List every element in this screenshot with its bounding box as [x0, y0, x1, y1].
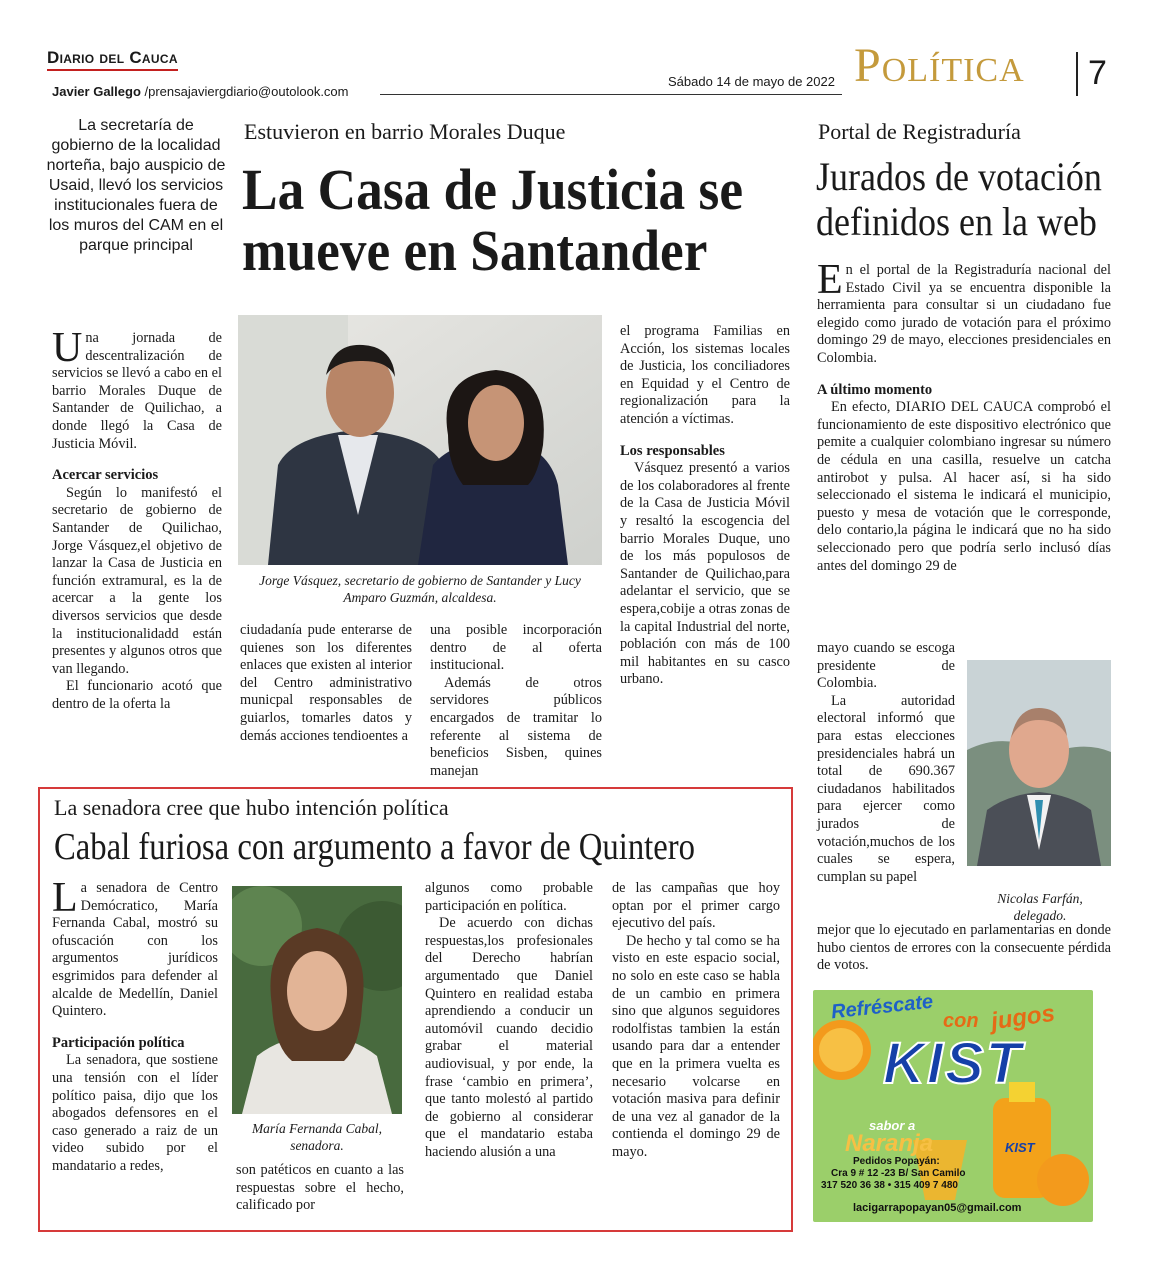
- box-c4p1: de las campañas que hoy optan por el primer cargo ejecutivo del país.: [612, 880, 780, 932]
- main-col-1: [52, 325, 222, 713]
- box-col-2: son patéticos en cuanto a las respuestas sobre el hecho, calificado por: [236, 1162, 404, 1214]
- main-col-4: [620, 323, 790, 689]
- box-c3p1: algunos como probable participación en política.: [425, 880, 593, 914]
- ad-line1: Refréscate: [830, 990, 935, 1024]
- main-col-3: [430, 622, 602, 780]
- box-c3p2: De acuerdo con dichas respuestas,los profesionales del Derecho habrían argumentado que Daniel Quintero en realidad estaba aprendiendo a conducir un automóvil cuando decidio grabar el material audiovisual, y por ende, la frase ‘cambio en primera’, que tanto molestó al partido de gobierno al considerar que el mandatario estaba haciendo alusión a una: [425, 915, 593, 1160]
- ad-line3: jugos: [989, 999, 1057, 1036]
- main-col3-p2: Además de otros servidores públicos encargados de tramitar lo referente al sistema de beneficios Sisben, quines manejan: [430, 674, 602, 779]
- main-dropcap: U: [52, 325, 83, 371]
- main-subhead: La secretaría de gobierno de la localidad norteña, bajo auspicio de Usaid, llevó los servicios institucionales fuera de los muros del CAM en el parque principal: [46, 117, 226, 254]
- page-number: 7: [1088, 54, 1107, 92]
- main-col4-heading: Los responsables: [620, 442, 725, 459]
- main-col4-p2: Vásquez presentó a varios de los colaboradores al frente de la Casa de Justicia Móvil y resaltó la escogencia del barrio Morales Duque, uno de los más populosos de Santander de Quilichao,para adelantar el servicio, que se espera,cobije a otras zonas de la capital Industrial del norte, población con más de 100 mil habitantes en su casco urbano.: [620, 460, 790, 688]
- issue-date: Sábado 14 de mayo de 2022: [668, 74, 835, 89]
- main-col4-p1: el programa Familias en Acción, los sistemas locales de Justicia, los conciliadores en Equidad y el Centro de regionalización para la atención a víctimas.: [620, 323, 790, 427]
- box-col-4: [612, 880, 780, 1162]
- ad-flavor1: sabor a: [869, 1118, 916, 1133]
- right-p2: En efecto, DIARIO DEL CAUCA comprobó el funcionamiento de este dispositivo electrónico que pemite a cualquier colombiano ingresar su número de cédula en una casilla, resuelve un catcha antirobot y pulsa. Al hacer así, si ha sido seleccionado el sistema le indicará el municipio, puesto y mesa de votación que le corresponde, delo contario,la página le indicará que no ha sido seleccionado pero que podría serlo inclusó días antes del domingo 29 de: [817, 399, 1111, 574]
- right-dropcap: E: [817, 257, 843, 303]
- main-col1-p1: na jornada de descentralización de servicios se llevó a cabo en el barrio Morales Duque de Santander de Quilichao, a donde llegó la Casa de Justicia Móvil.: [52, 330, 222, 452]
- main-col1-heading: Acercar servicios: [52, 467, 159, 484]
- author-name: Javier Gallego: [52, 84, 141, 99]
- main-col-2: ciudadanía pude enterarse de quienes son los diferentes enlaces que existen al interior del Centro administrativo municpal responsables de guiarlos, tomarles datos y demás acciones tendioentes a: [240, 622, 412, 744]
- box-headline: Cabal furiosa con argumento a favor de Quintero: [54, 826, 695, 868]
- main-photo-caption: Jorge Vásquez, secretario de gobierno de Santander y Lucy Amparo Guzmán, alcaldesa.: [259, 573, 581, 605]
- right-kicker: Portal de Registraduría: [818, 119, 1021, 144]
- ad-phones: 317 520 36 38 • 315 409 7 480: [821, 1180, 958, 1191]
- farfan-caption: Nicolas Farfán, delegado.: [997, 891, 1083, 923]
- box-p1: a senadora de Centro Demócratico, María Fernanda Cabal, mostró su ofuscación con los argumentos jurídicos esgrimidos para defender al alcalde de Medellín, Daniel Quintero.: [52, 880, 218, 1020]
- ad-address: Cra 9 # 12 -23 B/ San Camilo: [831, 1168, 966, 1179]
- cabal-caption: María Fernanda Cabal, senadora.: [251, 1121, 383, 1153]
- main-photo: [238, 315, 602, 565]
- main-headline: La Casa de Justicia se mueve en Santander: [242, 157, 744, 283]
- right-p2b: mayo cuando se escoga presidente de Colombia.: [817, 640, 955, 692]
- main-col3-p1: una posible incorporación dentro de al oferta institucional.: [430, 622, 602, 674]
- section-title: Política: [854, 39, 1025, 92]
- main-col1-p2: Según lo manifestó el secretario de gobierno de Santander de Quilichao, Jorge Vásquez,el objetivo de lanzar la Casa de Justicia en función extramural, es la de acercar a la gente los diversos servicios que desde la institucionalidadd están presentes y algunos otros que van llegando.: [52, 484, 222, 677]
- right-col: [817, 257, 1111, 575]
- ad-email: lacigarrapopayan05@gmail.com: [853, 1202, 1022, 1214]
- kist-advertisement: [813, 990, 1093, 1222]
- main-col1-p3: El funcionario acotó que dentro de la oferta la: [52, 678, 222, 712]
- right-headline: Jurados de votación definidos en la web: [816, 154, 1102, 244]
- section-divider: [1076, 52, 1078, 96]
- box-col-1: [52, 875, 218, 1176]
- header-rule: [380, 94, 842, 95]
- cabal-photo: [232, 886, 402, 1114]
- right-bottom: mejor que lo ejecutado en parlamentarias en donde hubo cientos de errores con la consecuente pérdida de votos.: [817, 922, 1111, 974]
- box-p2: La senadora, que sostiene una tensión con el líder político paisa, dijo que los abogados defensores en el caso generado a raiz de un video subido por el mandatario a redes,: [52, 1052, 218, 1174]
- farfan-photo: [967, 660, 1111, 866]
- author-email: /prensajaviergdiario@outolook.com: [144, 84, 349, 99]
- ad-bottle-label: KIST: [1005, 1140, 1035, 1155]
- right-narrow-col: [817, 640, 955, 886]
- main-kicker: Estuvieron en barrio Morales Duque: [244, 119, 566, 144]
- ad-flavor2: Naranja: [845, 1130, 934, 1157]
- box-heading: Participación política: [52, 1034, 185, 1051]
- box-c4p2: De hecho y tal como se ha visto en este espacio social, no solo en este caso se habla de un cambio en primera sino que algunos seguidores rodolfistas tambien la están usando para dar a entender que en la primera vuelta es necesario volcarse en votación masiva para definir de una vez al ganador de la contienda el domingo 29 de mayo.: [612, 932, 780, 1160]
- box-dropcap: L: [52, 875, 78, 921]
- box-col-3: [425, 880, 593, 1162]
- masthead-logo: Diario del Cauca: [47, 48, 178, 71]
- byline: [52, 84, 349, 99]
- box-kicker: La senadora cree que hubo intención política: [54, 795, 449, 820]
- ad-line2: con: [943, 1010, 979, 1032]
- ad-brand: KIST: [883, 1031, 1024, 1096]
- right-p1: n el portal de la Registraduría nacional del Estado Civil ya se encuentra disponible la herramienta para consultar si un ciudadano fue elegido como jurado de votación para el próximo domingo 29 de mayo, elecciones presidenciales en Colombia.: [817, 262, 1111, 366]
- ad-orders: Pedidos Popayán:: [853, 1156, 940, 1167]
- right-p3: La autoridad electoral informó que para estas elecciones presidenciales habrá un total de 690.367 ciudadanos habilitados para ejercer como jurados de votación,muchos de los cuales se espera, cumplan su papel: [817, 692, 955, 885]
- right-heading: A último momento: [817, 381, 933, 398]
